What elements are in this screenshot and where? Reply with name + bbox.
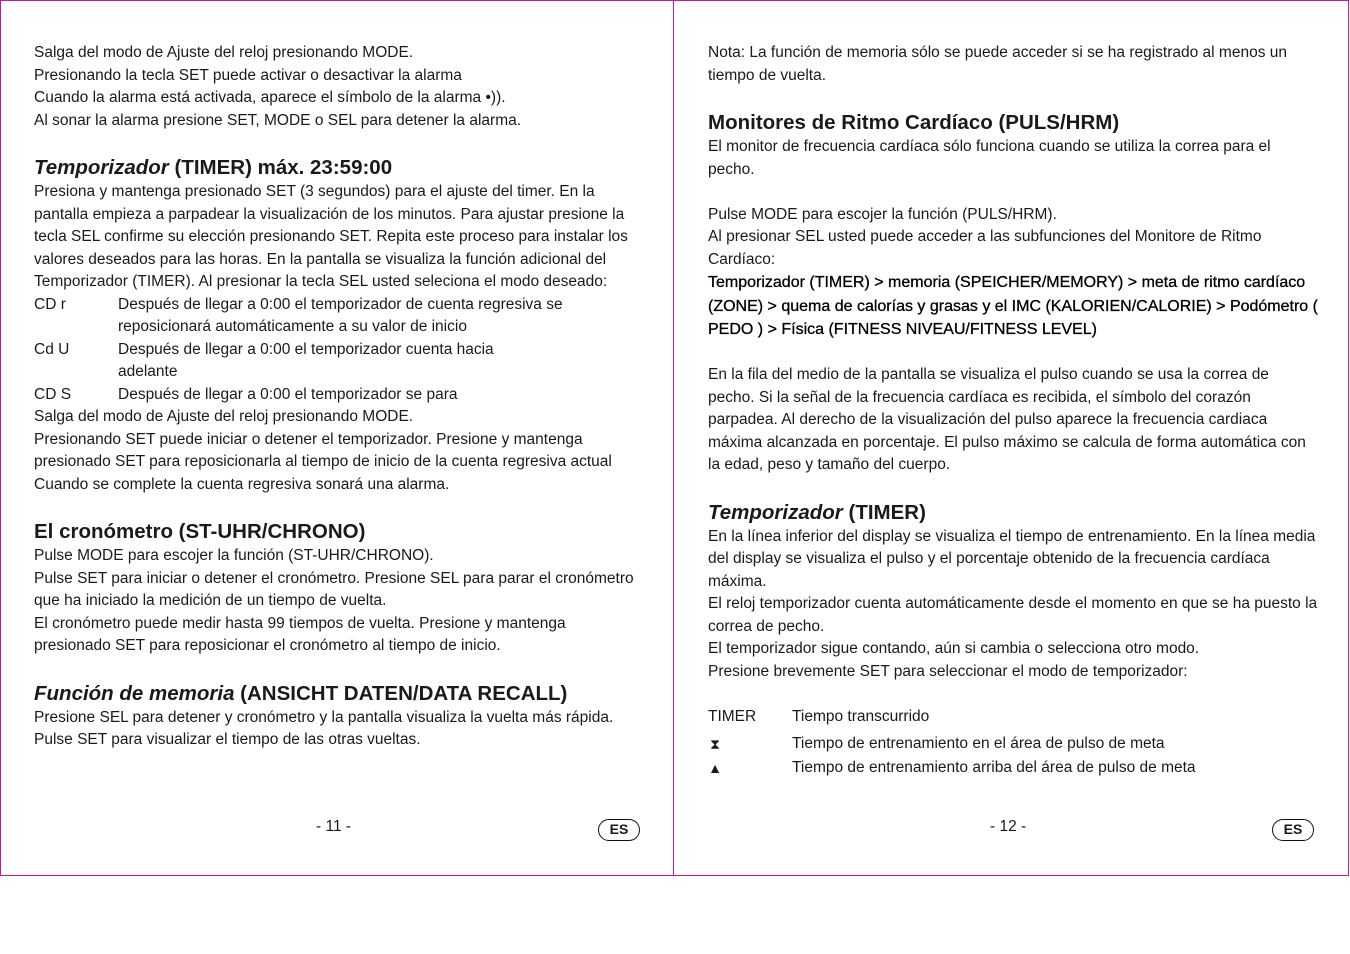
timer-row: [708, 757, 1318, 781]
mode-row: [34, 294, 634, 339]
timer-after: Salga del modo de Ajuste del reloj presionando MODE.: [34, 408, 414, 425]
chrono-heading: El cronómetro (ST-UHR/CHRONO): [34, 520, 366, 543]
timer-heading-italic: Temporizador: [708, 500, 843, 524]
timer-body: En la línea inferior del display se visualiza el tiempo de entrenamiento. En la línea media del display se visualiza el pulso y el porcentaje obtenido de la frecuencia cardíaca máxima.: [708, 527, 1316, 590]
memory-note: Nota: La función de memoria sólo se puede acceder si se ha registrado al menos un tiempo de vuelta.: [708, 44, 1288, 84]
intro-line: Salga del modo de Ajuste del reloj presionando MODE.: [34, 44, 414, 61]
intro-line: Cuando la alarma está activada, aparece el símbolo de la alarma •)).: [34, 89, 506, 106]
timer-desc: Tiempo de entrenamiento en el área de pulso de meta: [792, 735, 1165, 752]
triangle-up-icon: ▲: [708, 759, 722, 776]
mode-row: [34, 384, 634, 407]
hourglass-icon: ⧗: [710, 736, 720, 752]
hrm-body: Al presionar SEL usted puede acceder a las subfunciones del Monitore de Ritmo Cardíaco:: [708, 228, 1262, 268]
page-number-left: - 11 -: [316, 818, 352, 835]
hrm-heading: Monitores de Ritmo Cardíaco (PULS/HRM): [708, 111, 1120, 134]
language-badge-right: ES: [1272, 819, 1314, 841]
intro-line: Al sonar la alarma presione SET, MODE o SEL para detener la alarma.: [34, 111, 522, 129]
timer-body: El temporizador sigue contando, aún si cambia o selecciona otro modo.: [708, 640, 1200, 657]
right-page: [708, 42, 1318, 780]
hrm-body: El monitor de frecuencia cardíaca sólo funciona cuando se utiliza la correa para el pecho.: [708, 138, 1271, 178]
memory-heading-italic: Función de memoria: [34, 681, 235, 705]
chrono-body: Pulse MODE para escojer la función (ST-UHR/CHRONO).: [34, 547, 434, 564]
timer-body: El reloj temporizador cuenta automáticamente desde el momento en que se ha puesto la correa de pecho.: [708, 595, 1318, 635]
mode-key: CD S: [34, 385, 72, 403]
mode-row: [34, 339, 634, 384]
hrm-body: En la fila del medio de la pantalla se visualiza el pulso cuando se usa la correa de pecho. Si la señal de la frecuencia cardíaca es recibida, el símbolo del corazón parpadea. Al derecho de la visualización del pulso aparece la frecuencia cardiaca máxima alcanzada en porcentaje. El pulso máximo se calcula de forma automática con la edad, peso y tamaño del cuerpo.: [708, 366, 1306, 473]
language-badge-left: ES: [598, 819, 640, 841]
mode-desc: Después de llegar a 0:00 el temporizador de cuenta regresiva se reposicionará automáticamente a su valor de inicio: [118, 295, 563, 335]
hrm-body: Pulse MODE para escojer la función (PULS/HRM).: [708, 205, 1057, 223]
timer-heading-rest: (TIMER) máx. 23:59:00: [168, 156, 393, 179]
timer-body: Presiona y mantenga presionado SET (3 segundos) para el ajuste del timer. En la pantalla empieza a parpadear la visualización de los minutos. Para ajustar presione la tecla SEL confirme su elección presionando SET. Repita este proceso para instalar los valores deseados para las horas. En la pantalla se visualiza la función adicional del Temporizador (TIMER). Al presionar la tecla SEL usted seleciona el modo deseado:: [34, 183, 628, 290]
memory-heading-rest: (ANSICHT DATEN/DATA RECALL): [234, 681, 568, 705]
timer-desc: Tiempo transcurrido: [792, 707, 930, 725]
intro-line: Presionando la tecla SET puede activar o desactivar la alarma: [34, 66, 462, 84]
timer-row: [708, 706, 1318, 729]
mode-desc: Después de llegar a 0:00 el temporizador cuenta hacia adelante: [118, 340, 494, 380]
timer-key: TIMER: [708, 707, 757, 725]
memory-heading: [34, 681, 634, 707]
timer-heading-rest: (TIMER): [842, 500, 926, 524]
mode-key: CD r: [34, 295, 66, 313]
timer-row: [708, 733, 1318, 757]
memory-body: Presione SEL para detener y cronómetro y la pantalla visualiza la vuelta más rápida. Pulse SET para visualizar el tiempo de las otras vueltas.: [34, 708, 614, 748]
timer-heading-italic: Temporizador: [34, 156, 169, 179]
timer-desc: Tiempo de entrenamiento arriba del área de pulso de meta: [792, 758, 1196, 776]
page-divider: [673, 0, 674, 876]
timer-heading: [34, 155, 634, 181]
chrono-body: El cronómetro puede medir hasta 99 tiempos de vuelta. Presione y mantenga presionado SET para reposicionar el cronómetro al tiempo de inicio.: [34, 614, 566, 654]
page-number-right: - 12 -: [990, 818, 1027, 835]
mode-desc: Después de llegar a 0:00 el temporizador se para: [118, 385, 458, 403]
timer-after: Presionando SET puede iniciar o detener el temporizador. Presione y mantenga presionado SET para reposicionarla al tiempo de inicio de la cuenta regresiva actual Cuando se complete la cuenta regresiva sonará una alarma.: [34, 430, 612, 493]
timer-heading-right: [708, 500, 1318, 526]
timer-body: Presione brevemente SET para seleccionar el modo de temporizador:: [708, 662, 1188, 680]
hrm-subfunction-path: Temporizador (TIMER) > memoria (SPEICHER/MEMORY) > meta de ritmo cardíaco (ZONE) > quema de calorías y grasas y el IMC (KALORIEN/CALORIE) > Podómetro ( PEDO ) > Física (FITNESS NIVEAU/FITNESS LEVEL): [708, 274, 1318, 338]
chrono-body: Pulse SET para iniciar o detener el cronómetro. Presione SEL para parar el cronómetro que ha iniciado la medición de un tiempo de vuelta.: [34, 569, 634, 609]
mode-key: Cd U: [34, 340, 70, 358]
left-page: [34, 42, 634, 752]
